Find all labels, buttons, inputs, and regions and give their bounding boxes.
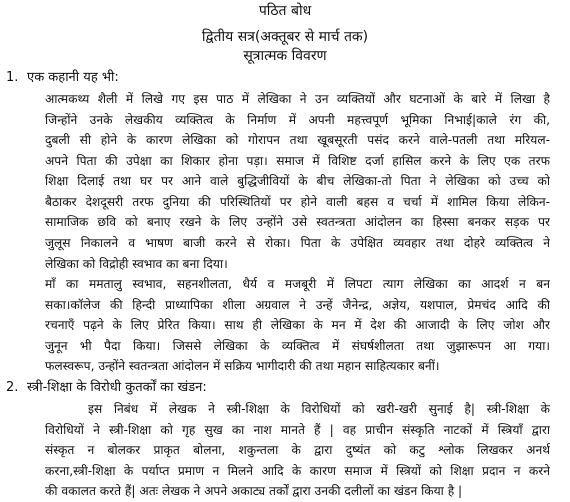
paragraph-line: रचनाएँ पढ़ने के लिए प्रेरित किया। साथ ही लेखिका के मन में देश की आजादी के लिए जोश और: [45, 318, 550, 333]
page-title: पठित बोध: [258, 2, 312, 19]
paragraph-line: जुलूस निकालने व भाषण बाजी करने से रोका। पिता के उपेक्षित व्यवहार तथा दोहरे व्यक्तित्व ने: [45, 236, 550, 250]
paragraph-line: जुनून भी पैदा किया। जिससे लेखिका के व्यक्तित्व में संघर्षशीलता तथा जुझारूपन आ गया।: [45, 338, 550, 353]
section-2-title: स्त्री-शिक्षा के विरोधी कुतर्कों का खंडन:: [27, 379, 207, 395]
paragraph-line: की वकालत करते हैं| अतः लेखक ने अपने अकाट्य तर्कों द्वारा उनकी दलीलों का खंडन किया है |: [45, 484, 463, 499]
paragraph-line: जिन्होंने उनके लेखकीय व्यक्तित्व के निर्माण में अपनी महत्त्वपूर्ण भूमिका निभाई|काले रंग की,: [45, 112, 550, 127]
section-2-number: 2.: [6, 379, 19, 395]
paragraph-line: सका।कॉलेज की हिन्दी प्राध्यापिका शीला अग्रवाल ने उन्हें जैनेन्द्र, अज्ञेय, यशपाल, प्रेमचंद आदि की: [45, 297, 550, 312]
paragraph-line: इस निबंध में लेखक ने स्त्री-शिक्षा के विरोधियों को खरी-खरी सुनाई है| स्त्री-शिक्षा के: [88, 402, 550, 416]
section-1-title: एक कहानी यह भी:: [27, 70, 119, 85]
page-subtitle: द्वितीय सत्र(अक्तूबर से मार्च तक): [201, 28, 369, 45]
paragraph-line: संस्कृत न बोलकर प्राकृत बोलना, शकुन्तला के द्वारा दुष्यंत को कटु श्लोक लिखकर अनर्थ: [45, 443, 550, 458]
section-1-number: 1.: [6, 70, 19, 85]
paragraph-line: करना,स्त्री-शिक्षा के पर्याप्त प्रमाण न मिलने आदि के कारण समाज में स्त्रियों को शिक्षा प्रदान न करने: [45, 463, 550, 478]
paragraph-line: सामाजिक छवि को बनाए रखने के लिए उन्होंने उसे स्वतन्त्रता आंदोलन का हिस्सा बनकर सड़क पर: [45, 215, 550, 230]
paragraph-line: बैठाकर देशदूसरी तरफ दुनिया की परिस्थितियों पर होने वाली बहस व चर्चा में शामिल किया लेकिन-: [45, 194, 550, 209]
paragraph-line: माँ का ममतालु स्वभाव, सहनशीलता, धैर्य व मजबूरी में लिपटा त्याग लेखिका का आदर्श न बन: [45, 277, 550, 292]
paragraph-line: शिक्षा दिलाई तथा घर पर आने वाले बुद्धिजीवियों के बीच लेखिका-तो पिता ने लेखिका को उच्च को: [45, 174, 550, 189]
paragraph-line: विरोधियों ने स्त्री-शिक्षा को गृह सुख का नाश मानते हैं | वह प्राचीन संस्कृति नाटकों में स्त्रियाँ द्वारा: [45, 422, 550, 437]
paragraph-line: दुबली सी होने के कारण लेखिका को गोरापन तथा खूबसूरती पसंद करने वाले-पतली तथा मरियल-: [45, 133, 550, 148]
paragraph-line: आत्मकथ्य शैली में लिखे गए इस पाठ में लेखिका ने उन व्यक्तियों और घटनाओं के बारे में लिखा है: [45, 92, 550, 107]
paragraph-line: लेखिका को विद्रोही स्वभाव का बना दिया।: [45, 256, 228, 271]
paragraph-line: अपने पिता की उपेक्षा का शिकार होना पड़ा। समाज में विशिष्ट दर्जा हासिल करने के लिए एक तरफ: [45, 153, 550, 168]
paragraph-line: फलस्वरूप, उन्होंने स्वतन्त्रता आंदोलन में सक्रिय भागीदारी की तथा महान साहित्यकार बनीं।: [45, 359, 440, 374]
section-heading: सूत्रात्मक विवरण: [243, 47, 327, 64]
